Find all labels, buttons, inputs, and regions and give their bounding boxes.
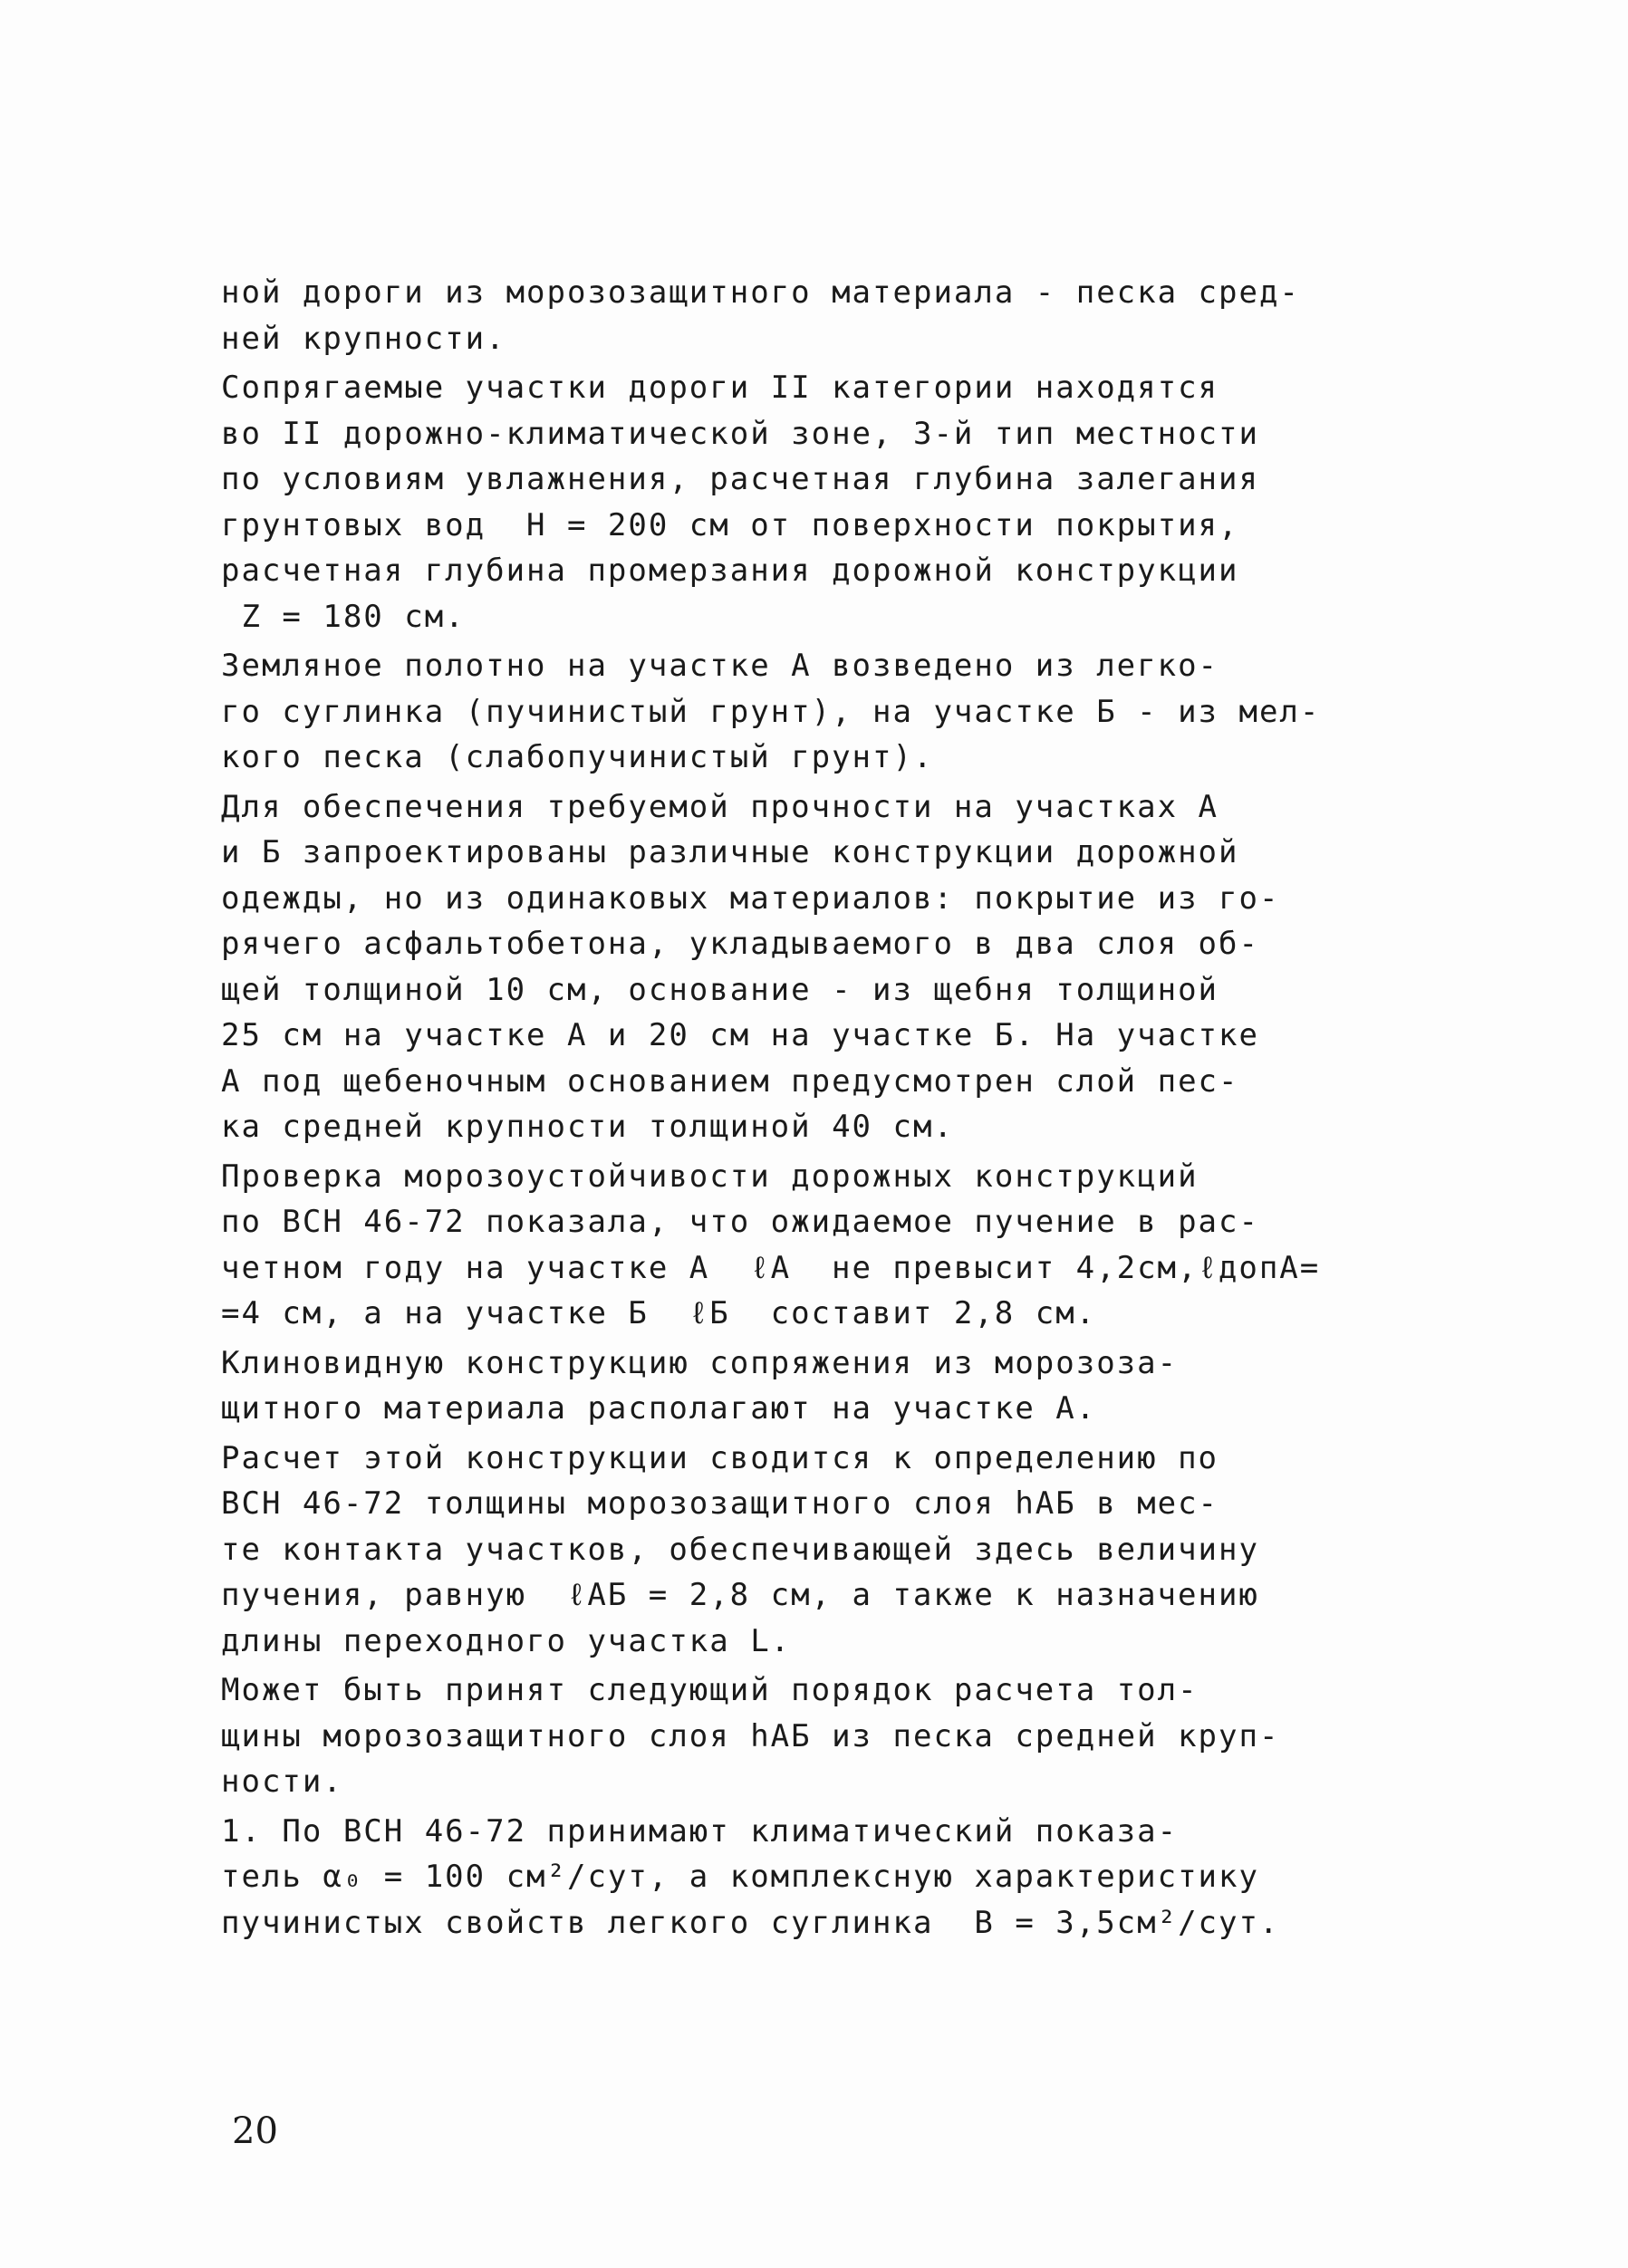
text-line: щей толщиной 10 см, основание - из щебня толщиной	[221, 971, 1219, 1008]
text-line: =4 см, а на участке Б ℓБ составит 2,8 см.	[221, 1295, 1097, 1331]
text-line: кого песка (слабопучинистый грунт).	[221, 739, 934, 775]
text-line: по ВСН 46-72 показала, что ожидаемое пучение в рас-	[221, 1204, 1259, 1240]
text-line: пучения, равную ℓАБ = 2,8 см, а также к назначению	[221, 1577, 1259, 1613]
paragraph	[221, 1667, 1435, 1805]
text-line: пучинистых свойств легкого суглинка B = 3,5см²/сут.	[221, 1904, 1280, 1941]
page-number: 20	[232, 2110, 278, 2152]
text-line: Расчет этой конструкции сводится к определению по	[221, 1439, 1219, 1476]
text-line: расчетная глубина промерзания дорожной конструкции	[221, 553, 1239, 589]
text-line: ности.	[221, 1763, 343, 1800]
text-line: Проверка морозоустойчивости дорожных конструкций	[221, 1158, 1199, 1195]
text-line: и Б запроектированы различные конструкции дорожной	[221, 834, 1239, 870]
paragraph	[221, 1154, 1435, 1337]
text-line: ной дороги из морозозащитного материала - песка сред-	[221, 274, 1300, 311]
text-line: Сопрягаемые участки дороги II категории находятся	[221, 370, 1219, 406]
text-line: Клиновидную конструкцию сопряжения из морозоза-	[221, 1344, 1179, 1381]
text-line: 25 см на участке А и 20 см на участке Б. На участке	[221, 1017, 1259, 1053]
text-line: те контакта участков, обеспечивающей здесь величину	[221, 1531, 1259, 1568]
text-line: Может быть принят следующий порядок расчета тол-	[221, 1672, 1199, 1708]
text-line: по условиям увлажнения, расчетная глубина залегания	[221, 461, 1259, 497]
text-line: ней крупности.	[221, 320, 506, 357]
paragraph	[221, 270, 1435, 361]
paragraph	[221, 643, 1435, 781]
text-line: во II дорожно-климатической зоне, 3-й тип местности	[221, 415, 1259, 452]
text-line: щины морозозащитного слоя hАБ из песка средней круп-	[221, 1717, 1280, 1754]
text-line: Z = 180 см.	[221, 598, 466, 635]
paragraph	[221, 1436, 1435, 1665]
text-line: А под щебеночным основанием предусмотрен слой пес-	[221, 1062, 1239, 1100]
paragraph	[221, 1341, 1435, 1432]
text-line: длины переходного участка L.	[221, 1622, 792, 1659]
paragraph	[221, 784, 1435, 1150]
text-line: го суглинка (пучинистый грунт), на участке Б - из мел-	[221, 693, 1321, 730]
text-line: ка средней крупности толщиной 40 см.	[221, 1109, 954, 1145]
paragraph	[221, 1809, 1435, 1946]
text-line: четном году на участке А ℓА не превысит 4,2см,ℓдопА=	[221, 1249, 1321, 1286]
text-line: одежды, но из одинаковых материалов: покрытие из го-	[221, 879, 1280, 917]
text-line: грунтовых вод H = 200 см от поверхности покрытия,	[221, 506, 1239, 543]
text-line: рячего асфальтобетона, укладываемого в два слоя об-	[221, 926, 1259, 962]
paragraph	[221, 365, 1435, 639]
text-line: 1. По ВСН 46-72 принимают климатический показа-	[221, 1812, 1179, 1850]
body-text	[221, 270, 1435, 1946]
text-line: тель α₀ = 100 см²/сут, а комплексную характеристику	[221, 1859, 1259, 1895]
text-line: ВСН 46-72 толщины морозозащитного слоя hАБ в мес-	[221, 1485, 1219, 1522]
text-line: щитного материала располагают на участке А.	[221, 1390, 1097, 1427]
text-line: Земляное полотно на участке А возведено из легко-	[221, 648, 1219, 684]
text-line: Для обеспечения требуемой прочности на участках А	[221, 788, 1219, 825]
